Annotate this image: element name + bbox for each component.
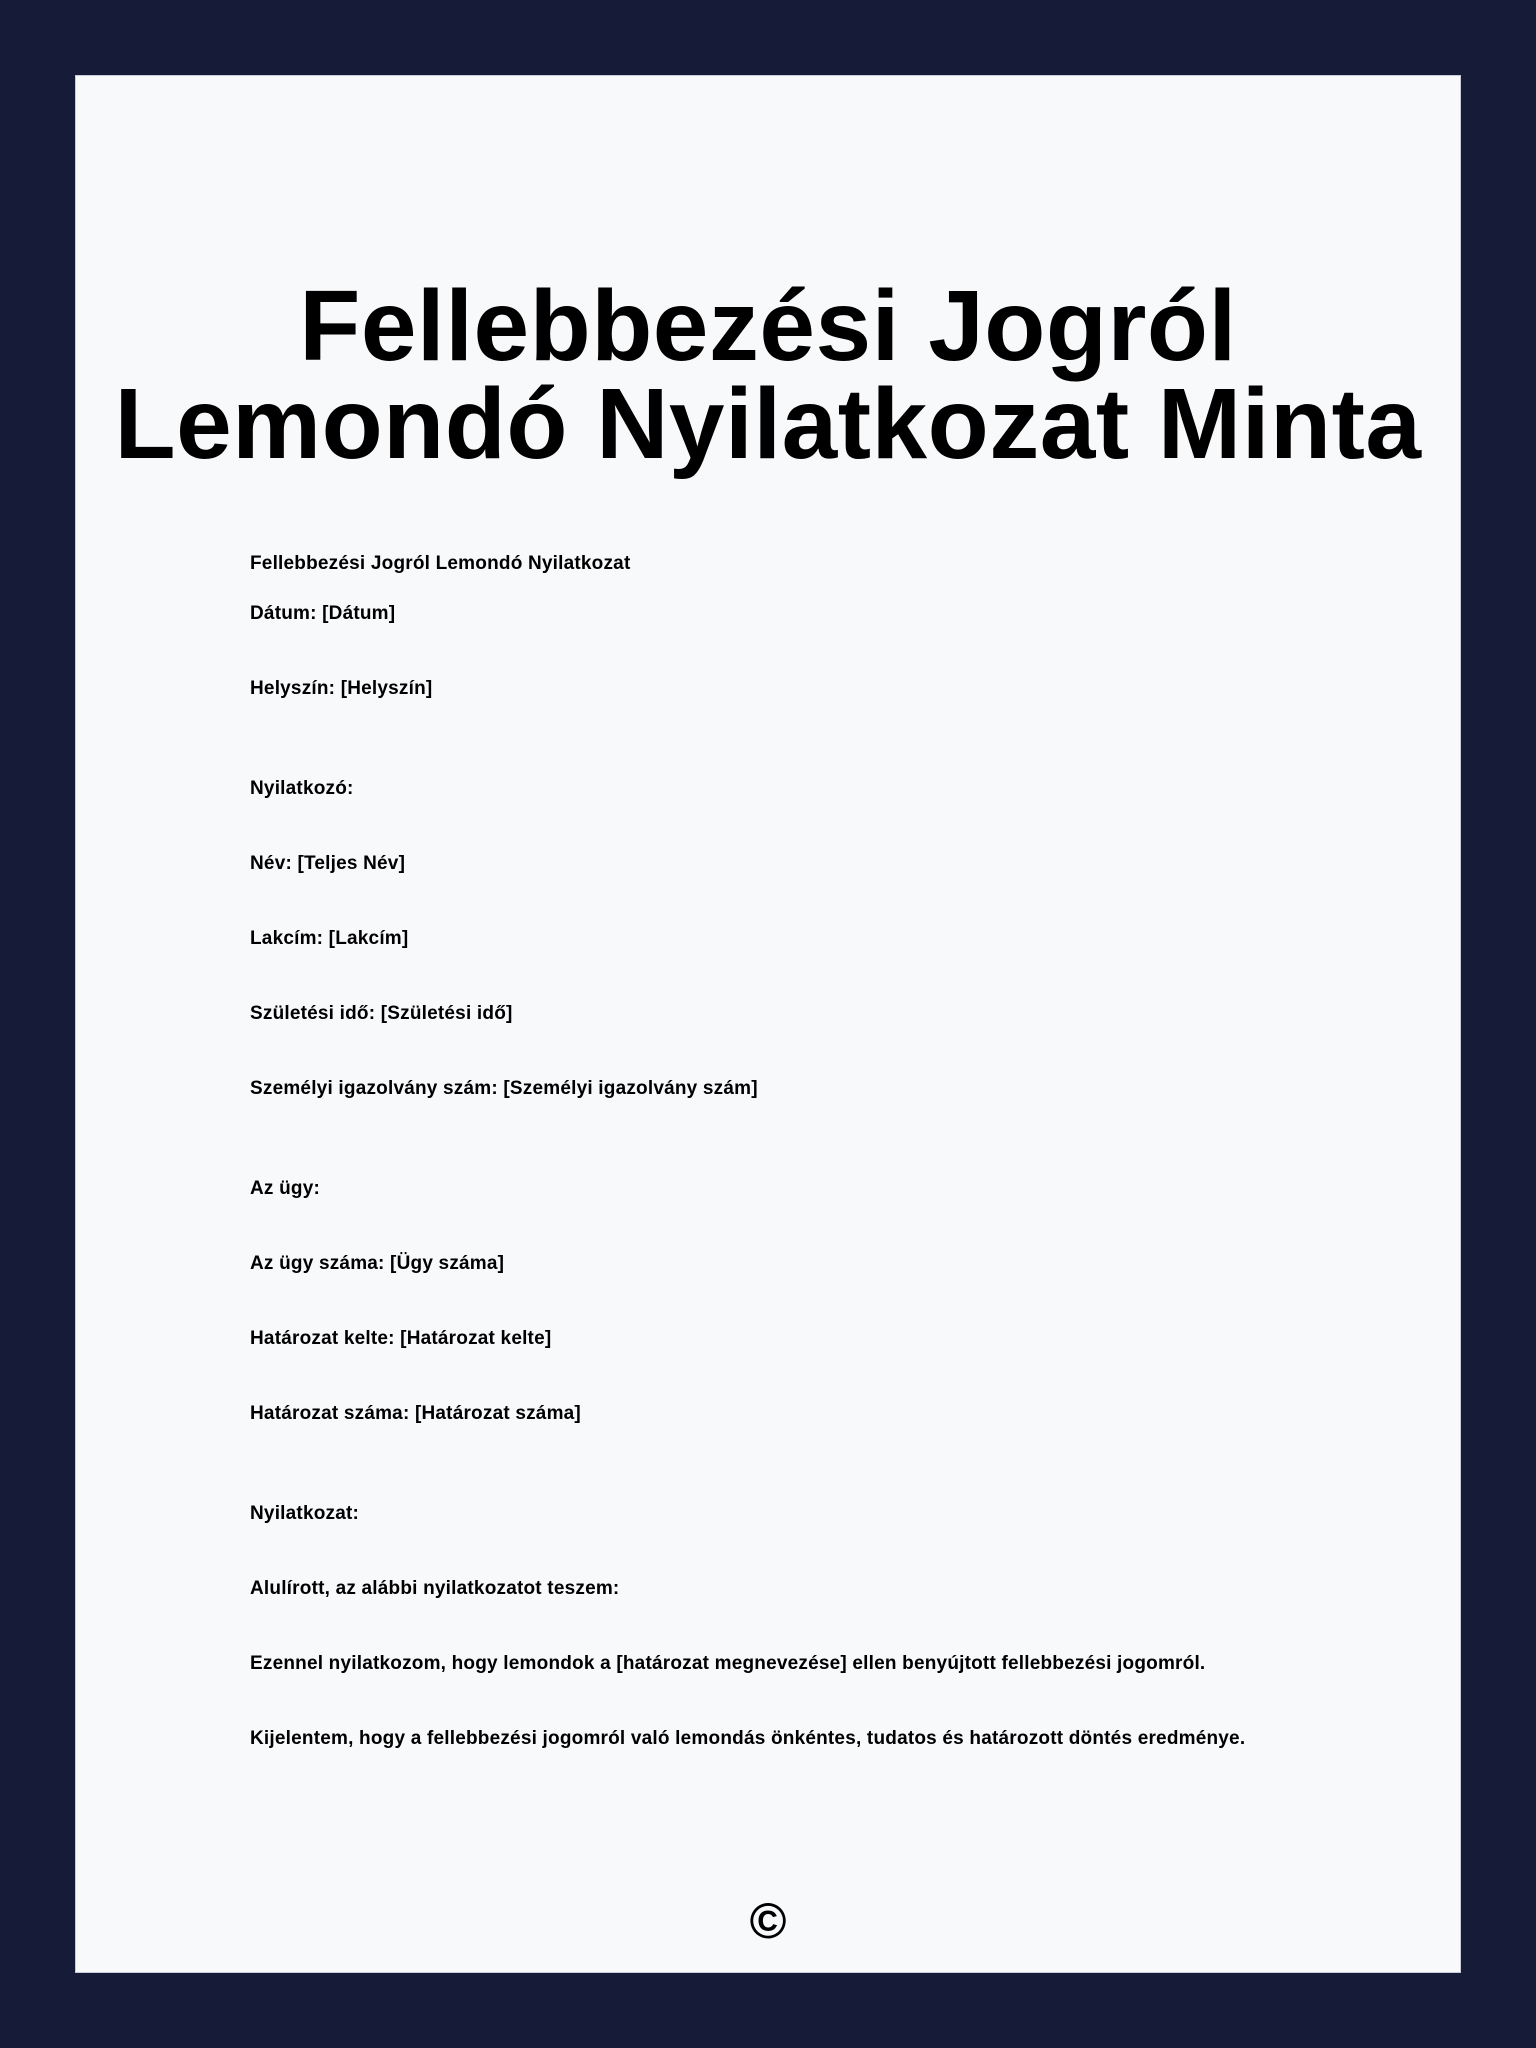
date-field: Dátum: [Dátum]	[250, 603, 396, 624]
voluntary-statement: Kijelentem, hogy a fellebbezési jogomról való lemondás önkéntes, tudatos és határozott döntés eredménye.	[250, 1728, 1246, 1749]
location-field: Helyszín: [Helyszín]	[250, 678, 433, 699]
document-heading: Fellebbezési Jogról Lemondó Nyilatkozat	[250, 553, 631, 574]
case-number-field: Az ügy száma: [Ügy száma]	[250, 1253, 505, 1274]
document-page	[75, 75, 1461, 1973]
name-field: Név: [Teljes Név]	[250, 853, 406, 874]
section-declaration: Nyilatkozat:	[250, 1503, 360, 1524]
declaration-intro: Alulírott, az alábbi nyilatkozatot teszem:	[250, 1578, 620, 1599]
document-title-line-1: Fellebbezési Jogról	[299, 270, 1237, 382]
document-title-line-2: Lemondó Nyilatkozat Minta	[114, 368, 1422, 480]
section-case: Az ügy:	[250, 1178, 321, 1199]
waiver-statement: Ezennel nyilatkozom, hogy lemondok a [határozat megnevezése] ellen benyújtott fellebbezési jogomról.	[250, 1653, 1206, 1674]
copyright-icon: ©	[749, 1893, 787, 1949]
section-declarant: Nyilatkozó:	[250, 778, 354, 799]
decision-number-field: Határozat száma: [Határozat száma]	[250, 1403, 581, 1424]
id-number-field: Személyi igazolvány szám: [Személyi igazolvány szám]	[250, 1078, 758, 1099]
decision-date-field: Határozat kelte: [Határozat kelte]	[250, 1328, 552, 1349]
birth-date-field: Születési idő: [Születési idő]	[250, 1003, 513, 1024]
address-field: Lakcím: [Lakcím]	[250, 928, 409, 949]
